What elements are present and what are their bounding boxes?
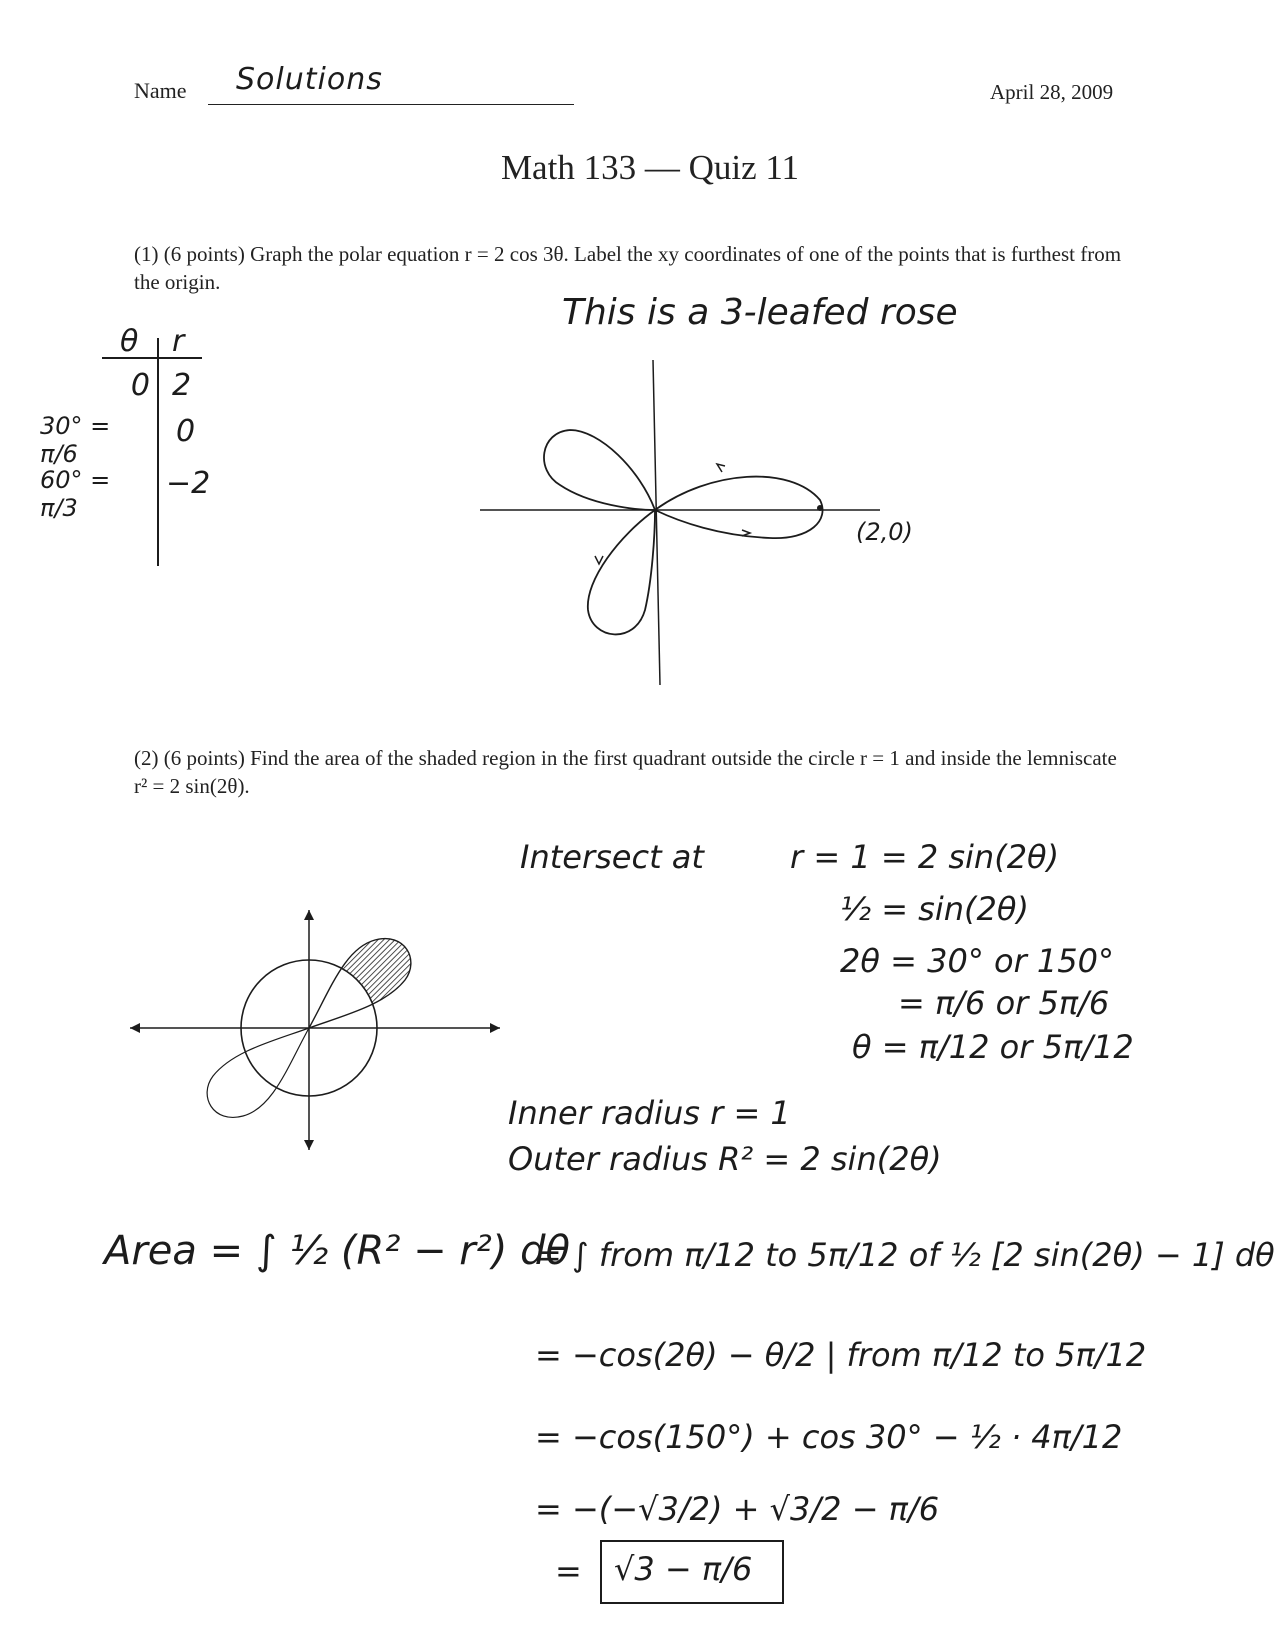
intersect-label: Intersect at [520, 838, 704, 876]
rose-leaf-lower-left [588, 510, 655, 634]
rose-point-label: (2,0) [856, 518, 913, 546]
rose-point [817, 505, 823, 511]
name-label: Name [134, 78, 187, 103]
answer-prefix: = [555, 1552, 582, 1590]
rose-graph [470, 360, 910, 690]
intersect-line-2: ½ = sin(2θ) [840, 890, 1029, 928]
problem2-text: (2) (6 points) Find the area of the shaded region in the first quadrant outside the circle r = 1 and inside the lemniscate r² = 2 sin(2θ). [134, 746, 1117, 798]
table-row-r-1: 0 [176, 414, 196, 449]
table-row-theta-0: 0 [130, 368, 150, 403]
table-header-r: r [172, 324, 185, 359]
rose-arrow-right [742, 530, 750, 536]
area-line-5: = −(−√3/2) + √3/2 − π/6 [535, 1490, 940, 1528]
final-answer: √3 − π/6 [614, 1550, 753, 1588]
rose-arrow-top [717, 464, 725, 472]
name-value: Solutions [236, 62, 383, 97]
inner-radius: Inner radius r = 1 [508, 1094, 791, 1132]
area-line-1: Area = ∫ ½ (R² − r²) dθ [104, 1228, 570, 1274]
intersect-line-4: = π/6 or 5π/6 [898, 984, 1110, 1022]
table-row-theta-2: 60° = π/3 [40, 466, 111, 522]
theta-r-table [40, 324, 250, 588]
rose-leaf-upper-left [544, 430, 655, 510]
intersect-line-3: 2θ = 30° or 150° [840, 942, 1114, 980]
table-row-r-2: −2 [166, 466, 211, 501]
table-header-theta: θ [120, 324, 139, 359]
rose-arrow-bottom [595, 556, 603, 564]
intersect-line-5: θ = π/12 or 5π/12 [852, 1028, 1134, 1066]
area-line-3: = −cos(2θ) − θ/2 | from π/12 to 5π/12 [535, 1336, 1147, 1374]
rose-leaf-right [655, 477, 823, 539]
outer-radius: Outer radius R² = 2 sin(2θ) [508, 1140, 942, 1178]
problem1-text: (1) (6 points) Graph the polar equation r = 2 cos 3θ. Label the xy coordinates of one of the points that is furthest from the origin. [134, 242, 1122, 294]
rose-note: This is a 3-leafed rose [562, 292, 958, 333]
area-line-2: = ∫ from π/12 to 5π/12 of ½ [2 sin(2θ) − 1] dθ [535, 1236, 1275, 1274]
quiz-date: April 28, 2009 [990, 80, 1114, 104]
answer-box [600, 1540, 784, 1604]
name-underline [208, 104, 574, 105]
table-row-r-0: 2 [172, 368, 192, 403]
area-line-4: = −cos(150°) + cos 30° − ½ · 4π/12 [535, 1418, 1123, 1456]
quiz-title: Math 133 — Quiz 11 [500, 148, 800, 187]
intersect-line-1: r = 1 = 2 sin(2θ) [790, 838, 1060, 876]
table-row-theta-1: 30° = π/6 [40, 412, 111, 468]
lemniscate-graph [130, 910, 500, 1150]
